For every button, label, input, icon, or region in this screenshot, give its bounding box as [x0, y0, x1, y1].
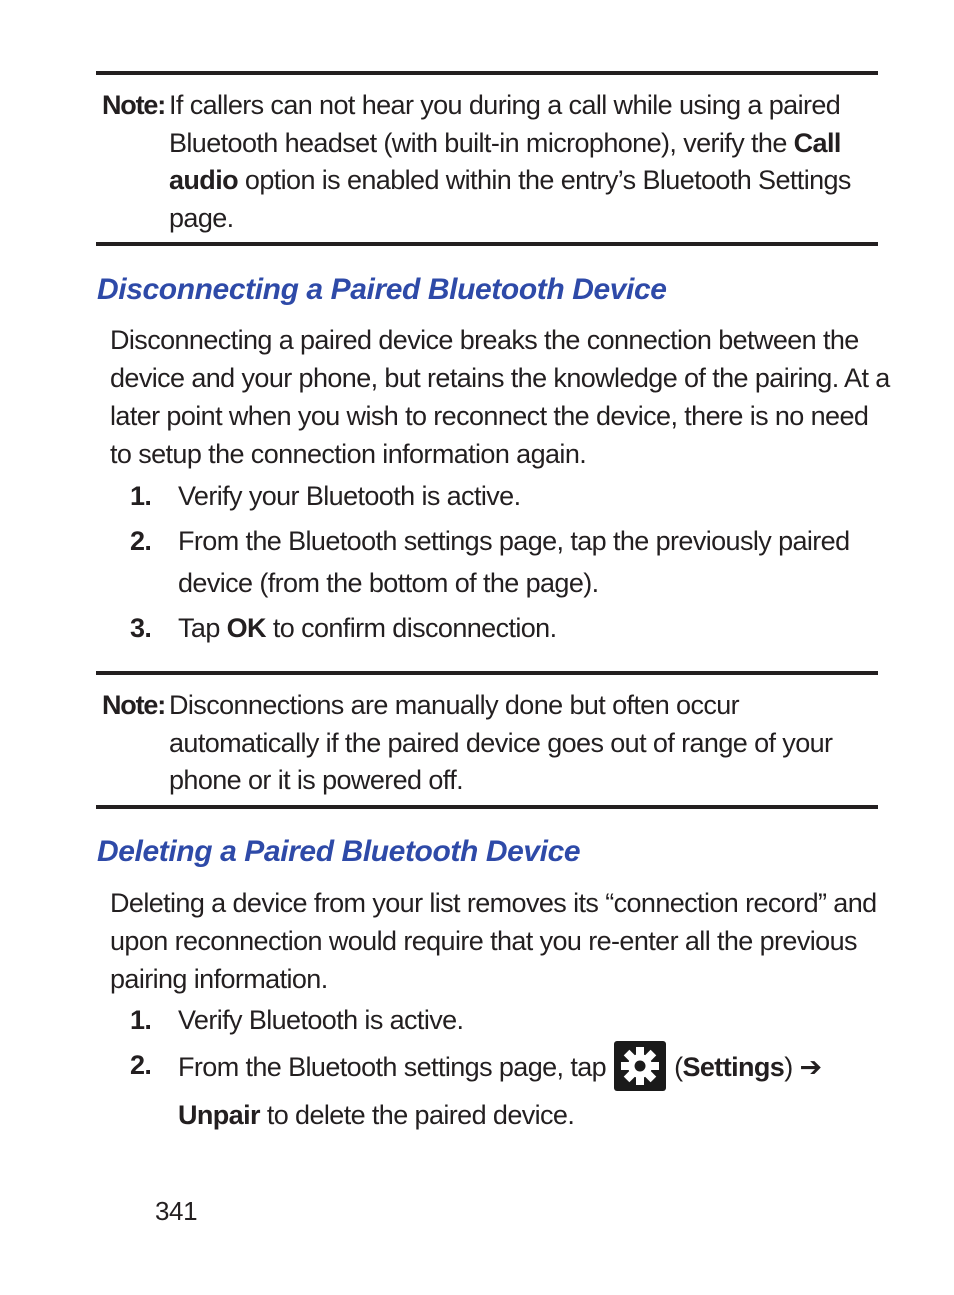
- paragraph-deleting: Deleting a device from your list removes its “connection record” and upon reconnection would require that you re-enter all the previous pairing information.: [110, 888, 877, 994]
- note-text: If callers can not hear you during a call while using a paired Bluetooth headset (with built-in microphone), verify the Call audio option is enabled within the entry’s Bluetooth Settings page.: [169, 90, 851, 233]
- note-label: Note:: [102, 690, 165, 720]
- gear-icon: [614, 1041, 666, 1091]
- step-1-disconnect: 1. Verify your Bluetooth is active.: [130, 481, 521, 511]
- note-text: Disconnections are manually done but often occur automatically if the paired device goes out of range of your phone or it is powered off.: [169, 690, 833, 795]
- step-1-delete: 1. Verify Bluetooth is active.: [130, 1005, 464, 1035]
- step-2-delete: 2. From the Bluetooth settings page, tap (Settings) ➔ Unpair to delete the paired device.: [130, 1044, 890, 1136]
- call-audio-term: Call audio: [169, 127, 841, 195]
- note-label: Note:: [102, 90, 165, 120]
- step-3-disconnect: 3. Tap OK to confirm disconnection.: [130, 613, 557, 643]
- ok-term: OK: [226, 613, 266, 643]
- unpair-term: Unpair: [178, 1100, 260, 1130]
- arrow-icon: ➔: [792, 1052, 822, 1083]
- note-disconnections: [96, 671, 878, 809]
- settings-term: Settings: [682, 1052, 785, 1083]
- note-callers: [96, 71, 878, 246]
- paragraph-disconnecting: Disconnecting a paired device breaks the connection between the device and your phone, but retains the knowledge of the pairing. At a later point when you wish to reconnect the device, there is no need to setup the connection information again.: [110, 325, 890, 469]
- page-number: 341: [155, 1196, 198, 1226]
- heading-disconnecting: Disconnecting a Paired Bluetooth Device: [97, 273, 667, 306]
- step-2-disconnect: 2. From the Bluetooth settings page, tap the previously paired device (from the bottom of the page).: [130, 526, 850, 598]
- heading-deleting: Deleting a Paired Bluetooth Device: [97, 835, 581, 868]
